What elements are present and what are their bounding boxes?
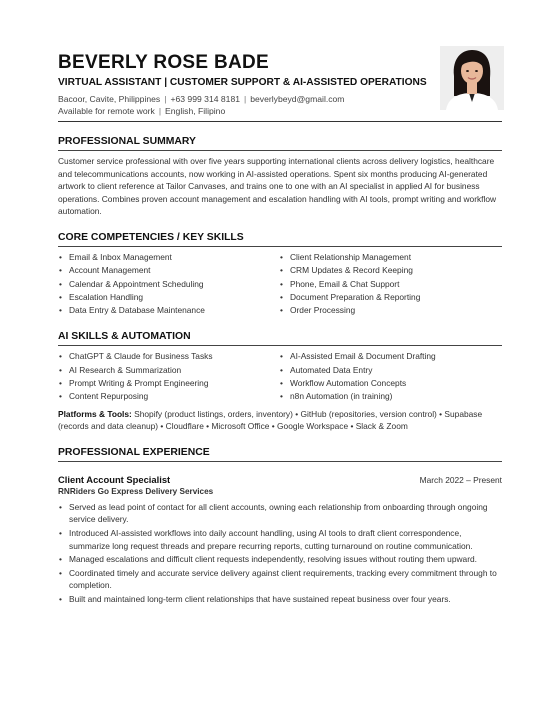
summary-section: [58, 135, 502, 218]
job-bullet: • Built and maintained long-term client relationships that have sustained repeat business over four years.: [58, 593, 502, 606]
ai-skills-grid: [58, 350, 502, 403]
competencies-left-list: [58, 251, 279, 317]
resume-header: [58, 52, 502, 120]
summary-heading: PROFESSIONAL SUMMARY: [58, 135, 502, 151]
job-bullet-list: [58, 501, 502, 606]
job-title: Client Account Specialist: [58, 473, 171, 485]
separator: |: [164, 94, 167, 104]
skill-item: • CRM Updates & Record Keeping: [279, 264, 502, 277]
ai-skills-heading: AI SKILLS & AUTOMATION: [58, 330, 502, 346]
location-text: Bacoor, Cavite, Philippines: [58, 94, 161, 104]
skill-item: • Order Processing: [279, 304, 502, 317]
job-company: RNRiders Go Express Delivery Services: [58, 486, 214, 496]
skill-item: • Document Preparation & Reporting: [279, 291, 502, 304]
platforms-tools-line: [58, 408, 502, 433]
skill-item: • ChatGPT & Claude for Business Tasks: [58, 350, 279, 363]
profile-photo: [440, 46, 504, 110]
skill-item: • AI Research & Summarization: [58, 364, 279, 377]
ai-skills-left-list: [58, 350, 279, 403]
contact-line-1: [58, 93, 502, 105]
competencies-right-list: [279, 251, 502, 317]
skill-item: • Workflow Automation Concepts: [279, 377, 502, 390]
email-link[interactable]: beverlybeyd@gmail.com: [250, 94, 345, 104]
languages-text: English, Filipino: [165, 106, 226, 116]
ai-skills-section: [58, 330, 502, 432]
skill-item: • Account Management: [58, 264, 279, 277]
skill-item: • Phone, Email & Chat Support: [279, 278, 502, 291]
skill-item: • Escalation Handling: [58, 291, 279, 304]
skill-item: • Prompt Writing & Prompt Engineering: [58, 377, 279, 390]
skill-item: • AI-Assisted Email & Document Drafting: [279, 350, 502, 363]
job-bullet: • Managed escalations and difficult client requests independently, resolving issues without routing them upward.: [58, 553, 502, 566]
competencies-grid: [58, 251, 502, 317]
summary-text: Customer service professional with over five years supporting international clients across delivery logistics, healthcare and telecommunications accounts, now working in AI-assisted operations. Spent six months producing AI-generated artwork to client reference at Tailor Canvases, and trains one to one with an AI specialist in applied AI for business operations. Combines proven account management and escalation handling with AI tools, prompt writing and workflow automation.: [58, 156, 497, 217]
job-bullet: • Coordinated timely and accurate service delivery against client requirements, tracking every commitment through to completion.: [58, 567, 502, 592]
skill-item: • Data Entry & Database Maintenance: [58, 304, 279, 317]
experience-heading: PROFESSIONAL EXPERIENCE: [58, 446, 502, 462]
separator: |: [158, 106, 162, 116]
ai-skills-right-list: [279, 350, 502, 403]
skill-item: • Automated Data Entry: [279, 364, 502, 377]
availability-text: Available for remote work: [58, 106, 155, 116]
skill-item: • Client Relationship Management: [279, 251, 502, 264]
platforms-tools-label: Platforms & Tools:: [58, 408, 132, 419]
separator: |: [244, 94, 247, 104]
job-dates: March 2022 – Present: [419, 474, 502, 485]
job-bullet: • Served as lead point of contact for all client accounts, owning each relationship from onboarding through ongoing service delivery.: [58, 501, 502, 526]
skill-item: • Content Repurposing: [58, 390, 279, 403]
job-header: [58, 474, 502, 486]
skill-item: • Calendar & Appointment Scheduling: [58, 278, 279, 291]
header-divider: [58, 121, 502, 122]
competencies-heading: CORE COMPETENCIES / KEY SKILLS: [58, 231, 502, 247]
phone-text: +63 999 314 8181: [170, 94, 241, 104]
candidate-title: VIRTUAL ASSISTANT | CUSTOMER SUPPORT & AI-ASSISTED OPERATIONS: [58, 77, 427, 88]
contact-line-2: [58, 105, 502, 117]
competencies-section: [58, 231, 502, 317]
skill-item: • n8n Automation (in training): [279, 390, 502, 403]
candidate-name: BEVERLY ROSE BADE: [58, 52, 269, 73]
job-bullet: • Introduced AI-assisted workflows into daily account handling, using AI tools to draft client correspondence, summarize long request threads and prepare recurring reports, cutting turnaround on routine communication.: [58, 527, 502, 552]
profile-photo-icon: [440, 46, 504, 110]
experience-section: [58, 446, 502, 606]
platforms-tools-text: Shopify (product listings, orders, inventory) • GitHub (repositories, version control) • Supabase (records and data cleanup) • Cloudflare • Microsoft Office • Google Workspace • Slack & Zoom: [58, 408, 483, 432]
skill-item: • Email & Inbox Management: [58, 251, 279, 264]
